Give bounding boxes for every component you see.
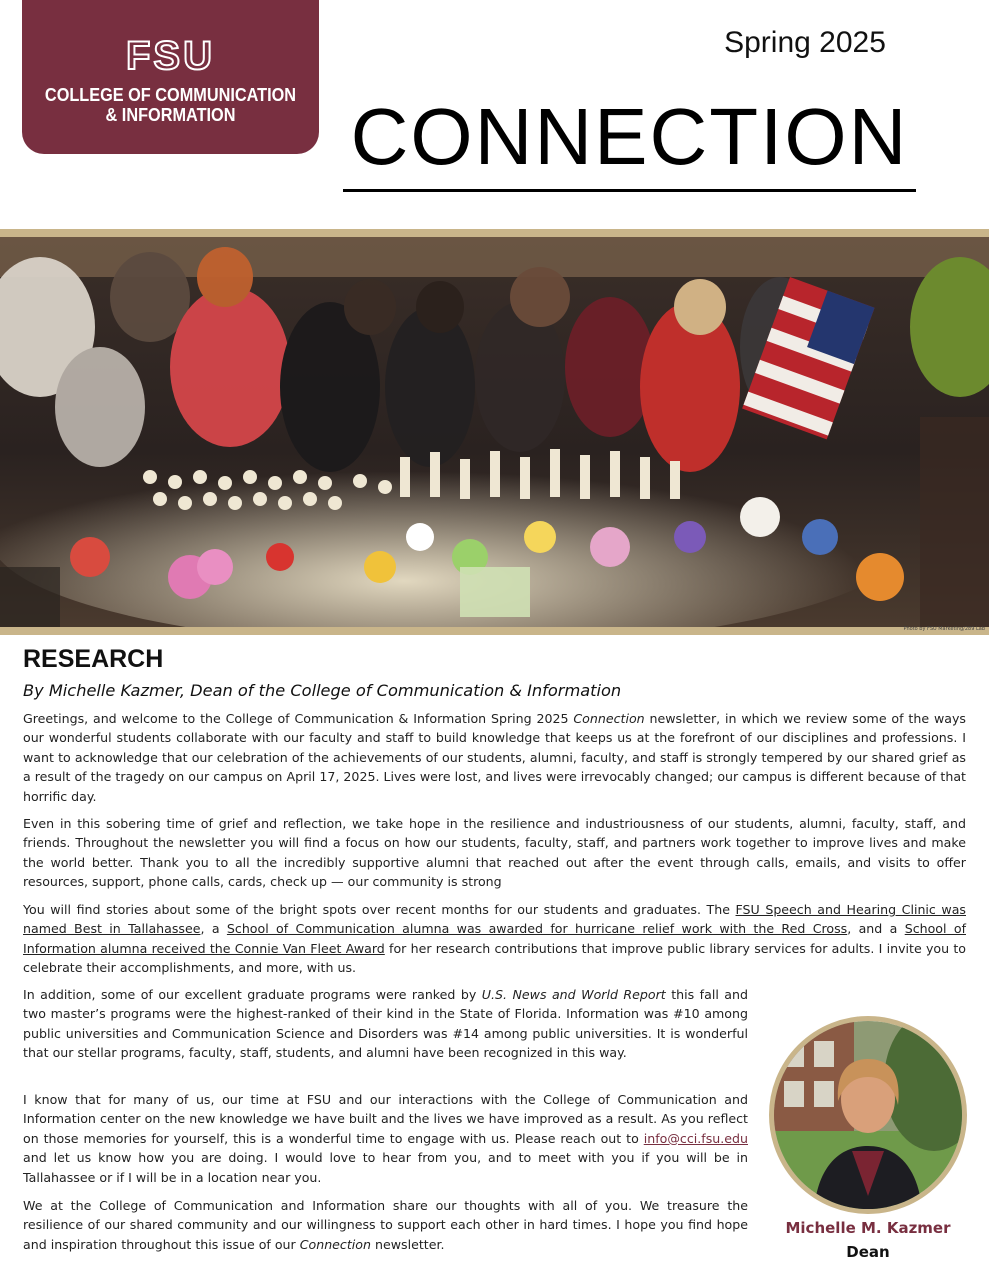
speech-hearing-clinic-link[interactable]: FSU Speech and Hearing Clinic was named Best in Tallahassee bbox=[23, 902, 966, 937]
article-paragraph-6 bbox=[23, 1196, 748, 1254]
newsletter-masthead: CONNECTION bbox=[350, 92, 909, 181]
paragraph-text: newsletter, in which we review some of the ways our wonderful students collaborate with our faculty and staff to build knowledge that keeps us at the forefront of our disciplines and professions. I want to acknowledge that our celebration of the achievements of our students, alumni, faculty, and staff is strongly tempered by our shared grief as a result of the tragedy on our campus on April 17, 2025. Lives were lost, and lives were irrevocably changed; our campus is different because of that horrific day. bbox=[23, 711, 966, 804]
dean-portrait bbox=[769, 1016, 967, 1214]
paragraph-text: We at the College of Communication and Information share our thoughts with all of you. We treasure the resilience of our shared community and our willingness to support each other in hard times. I hope you find hope and inspiration throughout this issue of our bbox=[23, 1198, 748, 1252]
article-paragraph-5 bbox=[23, 1090, 748, 1187]
dean-portrait-image bbox=[774, 1021, 962, 1209]
article-paragraph-2: Even in this sobering time of grief and reflection, we take hope in the resilience and industriousness of our students, alumni, faculty, staff, and friends. Throughout the newsletter you will find a focus on how our students, faculty, staff, and partners work together to improve lives and make the world better. Thank you to all the incredibly supportive alumni that reached out after the event through calls, emails, and visits to offer resources, support, phone calls, cards, check up — our community is strong bbox=[23, 816, 966, 890]
fsu-logo-mark: FSU bbox=[126, 34, 215, 78]
connie-van-fleet-award-link[interactable]: School of Information alumna received the Connie Van Fleet Award bbox=[23, 921, 966, 956]
paragraph-text: newsletter. bbox=[370, 1236, 445, 1252]
article-paragraph-1 bbox=[23, 709, 966, 806]
logo-college-line2: & INFORMATION bbox=[105, 104, 236, 125]
vigil-crowd-photo bbox=[0, 237, 989, 627]
dean-title: Dean bbox=[846, 1243, 890, 1261]
paragraph-text: You will find stories about some of the bright spots over recent months for our students and graduates. The bbox=[23, 902, 736, 917]
photo-credit: Photo by FSU Marketing/289 Lab bbox=[903, 626, 985, 632]
section-title: RESEARCH bbox=[23, 645, 164, 673]
paragraph-text: for her research contributions that improve public library services for adults. I invite you to celebrate their accomplishments, and more, with us. bbox=[23, 940, 966, 976]
paragraph-text: I know that for many of us, our time at FSU and our interactions with the College of Communication and Information center on the new knowledge we have built and the lives we have improved as a result. As you reflect on those memories for yourself, this is a wonderful time to engage with us. Please reach out to bbox=[23, 1092, 748, 1146]
logo-college-line1: COLLEGE OF COMMUNICATION bbox=[44, 84, 297, 105]
paragraph-text: , and a bbox=[847, 921, 905, 937]
masthead-divider bbox=[343, 189, 916, 192]
paragraph-text: , a bbox=[200, 921, 227, 937]
publication-name: U.S. News and World Report bbox=[481, 987, 666, 1002]
newsletter-name: Connection bbox=[573, 711, 645, 726]
dean-name: Michelle M. Kazmer bbox=[785, 1219, 951, 1237]
article-byline: By Michelle Kazmer, Dean of the College of Communication & Information bbox=[23, 681, 622, 700]
article-paragraph-3 bbox=[23, 900, 966, 978]
paragraph-text: In addition, some of our excellent graduate programs were ranked by bbox=[23, 987, 482, 1002]
newsletter-name: Connection bbox=[299, 1236, 371, 1252]
paragraph-text: this fall and two master’s programs were the highest-ranked of their kind in the State of Florida. Information was #10 among public universities and Communication Science and Disorders was #14 among public universities. It is wonderful that our stellar programs, faculty, staff, students, and alumni have been recognized in this way. bbox=[23, 987, 748, 1061]
hero-photo-frame bbox=[0, 229, 989, 635]
paragraph-text: Greetings, and welcome to the College of Communication & Information Spring 2025 bbox=[23, 711, 574, 726]
contact-email-link[interactable]: info@cci.fsu.edu bbox=[643, 1130, 748, 1146]
red-cross-alumna-link[interactable]: School of Communication alumna was awarded for hurricane relief work with the Red Cross bbox=[226, 921, 848, 937]
college-logo bbox=[22, 0, 319, 154]
article-paragraph-4 bbox=[23, 985, 748, 1063]
issue-date: Spring 2025 bbox=[724, 26, 886, 59]
paragraph-text: and let us know how you are doing. I would love to hear from you, and to meet with you if you will be in Tallahassee or if I will be in a location near you. bbox=[23, 1150, 748, 1185]
